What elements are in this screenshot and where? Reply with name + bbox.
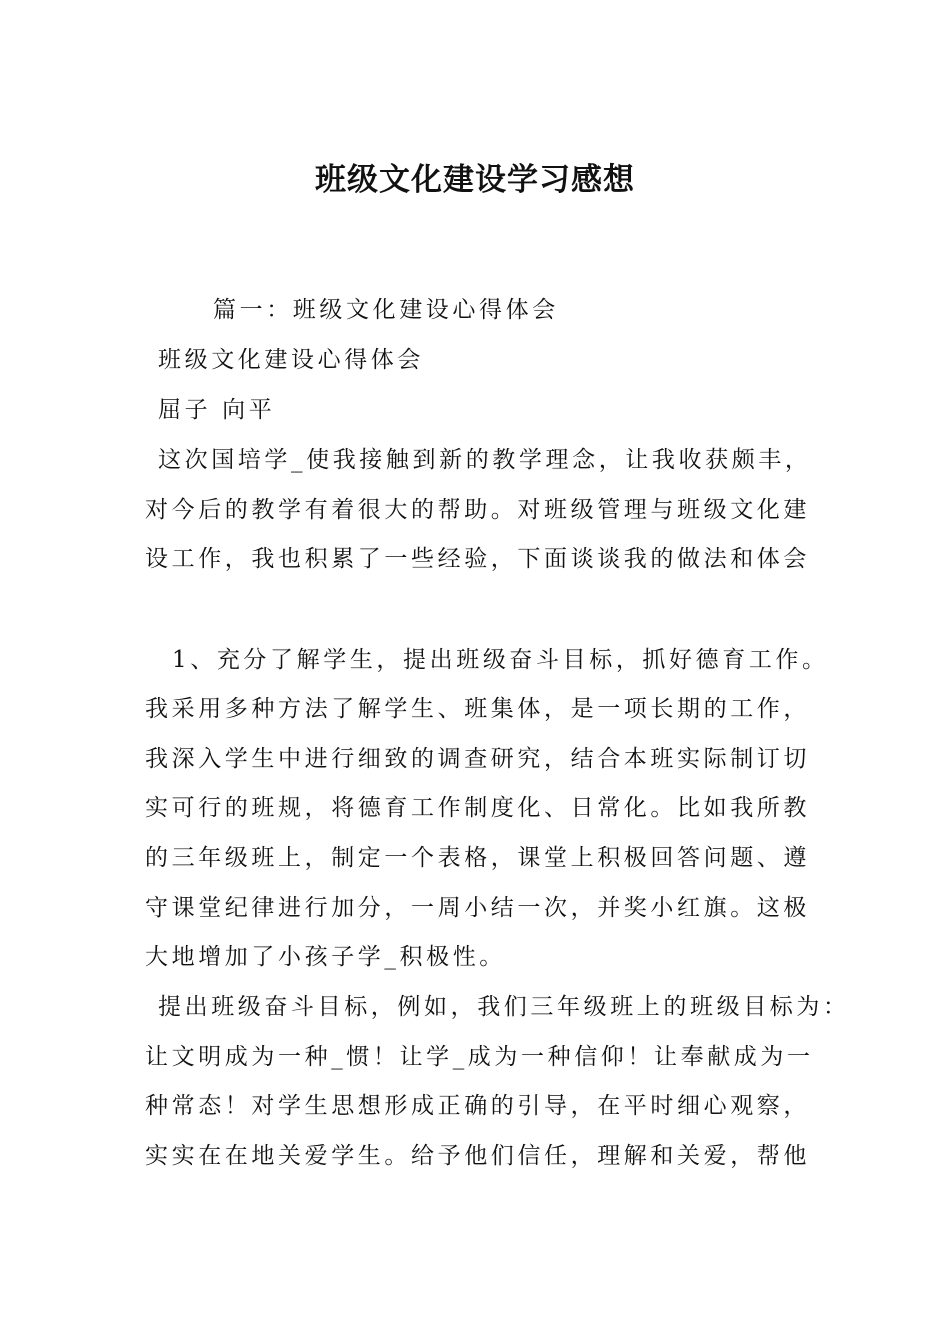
body-line: 大地增加了小孩子学_积极性。 [145, 944, 506, 970]
section-heading: 篇一：班级文化建设心得体会 [213, 297, 559, 323]
body-line: 对今后的教学有着很大的帮助。对班级管理与班级文化建 [145, 497, 810, 523]
body-line: 让文明成为一种_惯！让学_成为一种信仰！让奉献成为一 [145, 1044, 814, 1070]
body-line: 种常态！对学生思想形成正确的引导，在平时细心观察， [145, 1093, 810, 1119]
body-line: 我深入学生中进行细致的调查研究，结合本班实际制订切 [145, 746, 810, 772]
article-title: 班级文化建设心得体会 [158, 347, 424, 373]
document-title: 班级文化建设学习感想 [315, 162, 635, 198]
body-line: 这次国培学_使我接触到新的教学理念，让我收获颇丰， [158, 447, 812, 473]
body-line: 提出班级奋斗目标，例如，我们三年级班上的班级目标为： [158, 994, 850, 1020]
body-line: 1、充分了解学生，提出班级奋斗目标，抓好德育工作。 [172, 647, 829, 673]
author-line: 屈子 向平 [158, 397, 276, 423]
body-line: 我采用多种方法了解学生、班集体，是一项长期的工作， [145, 696, 810, 722]
body-line: 设工作，我也积累了一些经验，下面谈谈我的做法和体会 [145, 546, 810, 572]
body-line: 实实在在地关爱学生。给予他们信任，理解和关爱，帮他 [145, 1143, 810, 1169]
body-line: 守课堂纪律进行加分，一周小结一次，并奖小红旗。这极 [145, 895, 810, 921]
body-line: 的三年级班上，制定一个表格，课堂上积极回答问题、遵 [145, 845, 810, 871]
body-line: 实可行的班规，将德育工作制度化、日常化。比如我所教 [145, 795, 810, 821]
